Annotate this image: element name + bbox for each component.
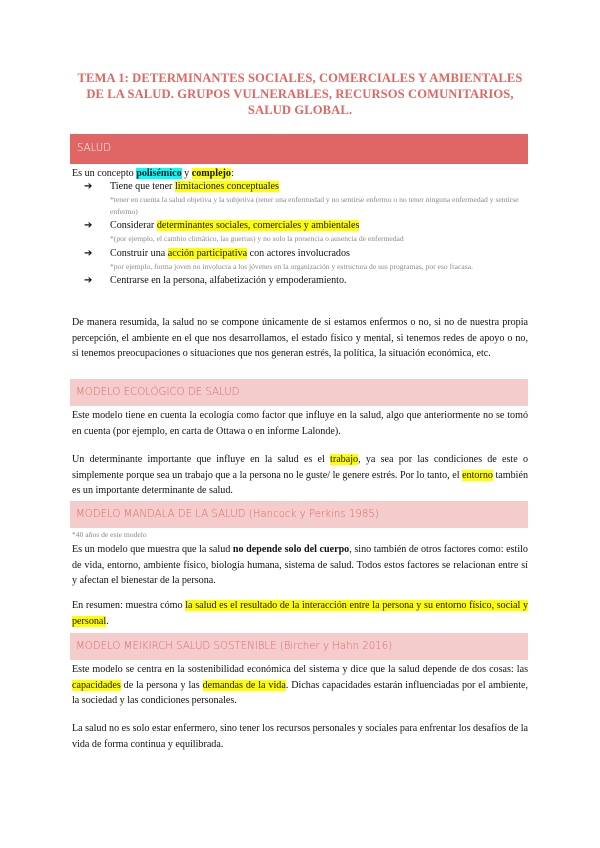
paragraph-text: Este modelo se centra en la sostenibilidad económica del sistema y dice que la salud depende de dos cosas: las: [72, 664, 528, 675]
list-item: [82, 219, 528, 233]
arrow-right-icon: ➔: [84, 181, 93, 192]
bullet-note: *(por ejemplo, el cambio climático, las guerras) y no solo la presencia o ausencia de enfermedad: [110, 234, 404, 243]
section-heading-label: SALUD: [77, 143, 112, 154]
highlight-entorno: entorno: [462, 469, 493, 481]
arrow-right-icon: ➔: [84, 220, 93, 231]
bullet-highlight: determinantes sociales, comerciales y ambientales: [156, 220, 360, 231]
paragraph-text: En resumen: muestra cómo: [72, 600, 186, 611]
bullet-text: con actores involucrados: [247, 247, 350, 259]
meikirch-paragraph-2: La salud no es solo estar enfermero, sino tener los recursos personales y sociales para enfrentar los desafíos de la vida de forma continua y equilibrada.: [72, 723, 528, 750]
salud-summary: De manera resumida, la salud no se compone únicamente de si estamos enfermos o no, si no de nuestra propia percepción, el ambiente en el que nos desarrollamos, el estado físico y mental, si tenemos redes de apoyo o no, si tenemos preocupaciones o situaciones que nos generan estrés, la política, la situación económica, etc.: [72, 317, 528, 360]
bullet-text: Centrarse en la persona, alfabetización y empoderamiento.: [110, 275, 347, 286]
paragraph-text: Es un modelo que muestra que la salud: [72, 544, 233, 555]
intro-text: Es un concepto: [72, 168, 137, 179]
paragraph-text: . Dichas capacidades estarán influenciadas por el ambiente, la sociedad y las condiciones personales.: [72, 679, 529, 707]
ecologico-paragraph-1: Este modelo tiene en cuenta la ecología como factor que influye en la salud, algo que anteriormente no se tomó en cuenta (por ejemplo, en carta de Ottawa o en informe Lalonde).: [72, 410, 528, 437]
paragraph-text: también es un importante determinante de salud.: [72, 469, 528, 497]
mandala-paragraph-2: [72, 598, 528, 629]
bullet-text: Tiene que tener: [110, 181, 175, 192]
mandala-paragraph-1: [72, 542, 528, 589]
bullet-text: Construir una: [110, 247, 168, 259]
list-item: [82, 247, 528, 261]
page-title: TEMA 1: DETERMINANTES SOCIALES, COMERCIALES Y AMBIENTALES DE LA SALUD. GRUPOS VULNERABLES, RECURSOS COMUNITARIOS, SALUD GLOBAL.: [77, 71, 523, 117]
highlight-complejo: complejo: [191, 168, 231, 179]
ecologico-paragraph-2: [72, 452, 528, 499]
highlight-demandas: demandas de la vida: [202, 679, 286, 691]
bullet-highlight: limitaciones conceptuales: [174, 181, 279, 192]
bullet-highlight: acción participativa: [167, 247, 248, 259]
meikirch-paragraph-1: [72, 662, 528, 709]
bullet-note: *tener en cuenta la salud objetiva y la subjetiva (tener una enfermedad y no sentirse enfermo o no tener ninguna enfermedad y sentirse enfermo): [110, 195, 519, 216]
list-item: [82, 274, 528, 288]
section-heading-label: MODELO MEIKIRCH SALUD SOSTENIBLE (Bircher y Hahn 2016): [76, 641, 393, 652]
intro-text: :: [230, 168, 234, 179]
section-heading-label: MODELO ECOLÓGICO DE SALUD: [76, 387, 240, 398]
highlight-trabajo: trabajo: [330, 454, 359, 465]
arrow-right-icon: ➔: [84, 275, 93, 286]
list-item: [82, 180, 528, 194]
section-heading-mandala: [70, 501, 528, 528]
section-heading-salud: [70, 134, 528, 164]
section-heading-ecologico: [70, 379, 528, 406]
salud-bullet-list: [82, 180, 528, 288]
bold-text: no depende solo del cuerpo: [232, 544, 350, 555]
paragraph-text: de la persona y las: [120, 679, 203, 691]
highlight-resultado: la salud es el resultado de la interacción entre la persona y su entorno físico, social y personal: [72, 600, 529, 627]
paragraph-text: .: [106, 615, 109, 627]
highlight-capacidades: capacidades: [72, 679, 121, 691]
section-heading-label: MODELO MANDALA DE LA SALUD (Hancock y Perkins 1985): [76, 509, 379, 520]
paragraph-text: , sino también de otros factores como: estilo de vida, entorno, ambiente físico, biología humana, sistema de salud. Todos estos factores se relacionan entre sí y afectan el bienestar de la persona.: [72, 544, 528, 587]
paragraph-text: Un determinante importante que influye en la salud es el: [72, 454, 331, 465]
intro-text: y: [181, 168, 192, 179]
mandala-note: *40 años de este modelo: [72, 530, 147, 539]
section-heading-meikirch: [70, 633, 528, 660]
highlight-polisemico: polisémico: [136, 168, 182, 179]
bullet-note: *por ejemplo, forma joven no involucra a los jóvenes en la organización y estructura de sus programas, por eso fracasa.: [110, 261, 473, 271]
arrow-right-icon: ➔: [84, 247, 93, 259]
paragraph-text: , ya sea por las condiciones de este o simplemente porque sea un trabajo que a la persona no le guste/ le genere estrés. Por lo tanto, el: [72, 454, 528, 481]
bullet-text: Considerar: [110, 220, 157, 231]
